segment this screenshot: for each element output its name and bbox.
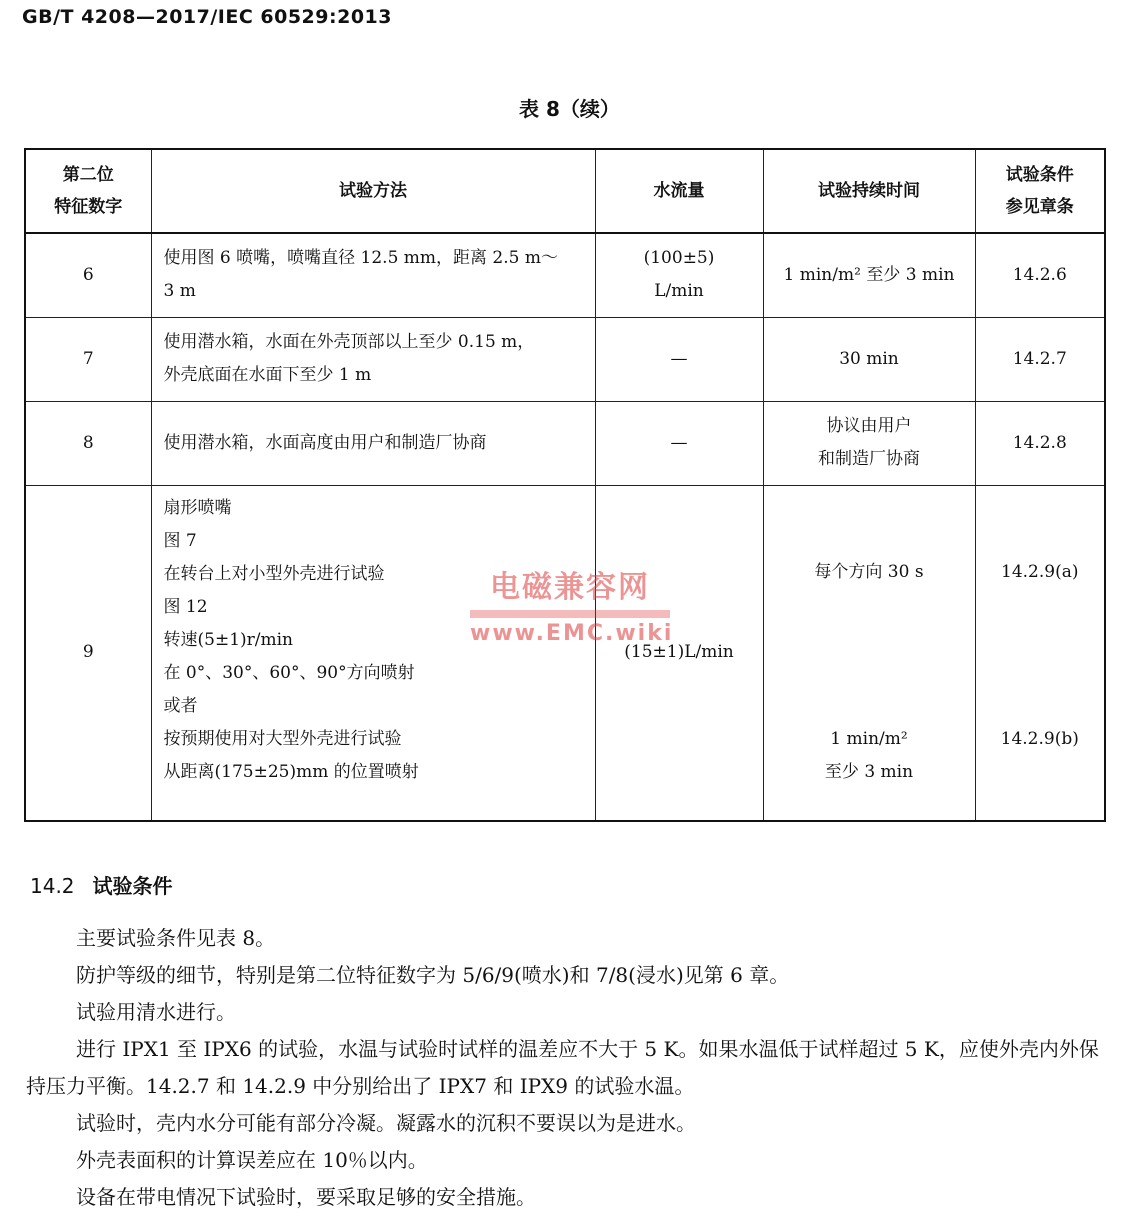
cell-method: 使用潜水箱，水面高度由用户和制造厂协商 (151, 401, 595, 485)
cell-digit: 6 (25, 233, 151, 317)
ref-b: 14.2.9(b) (1000, 728, 1079, 749)
col-header-digit: 第二位 特征数字 (25, 149, 151, 233)
col-header-duration: 试验持续时间 (763, 149, 975, 233)
cell-ref: 14.2.7 (975, 317, 1105, 401)
table-row (25, 233, 1105, 317)
cell-flow: (15±1)L/min (595, 485, 763, 821)
table-row (25, 485, 1105, 821)
cell-digit: 9 (25, 485, 151, 821)
cell-duration: 30 min (763, 317, 975, 401)
paragraph: 设备在带电情况下试验时，要采取足够的安全措施。 (76, 1185, 536, 1209)
duration-b: 1 min/m² 至少 3 min (824, 728, 914, 782)
cell-method: 扇形喷嘴 图 7 在转台上对小型外壳进行试验 图 12 转速(5±1)r/min 在 0°、30°、60°、90°方向喷射 或者 按预期使用对大型外壳进行试验 从距离(175±25)mm 的位置喷射 (151, 485, 595, 821)
standard-header: GB/T 4208—2017/IEC 60529:2013 (22, 6, 392, 28)
paragraph: 外壳表面积的计算误差应在 10％以内。 (76, 1148, 428, 1172)
table-title: 表 8（续） (519, 97, 620, 121)
paragraph: 进行 IPX1 至 IPX6 的试验，水温与试验时试样的温差应不大于 5 K。如果水温低于试样超过 5 K，应使外壳内外保持压力平衡。14.2.7 和 14.2.9 中分别给出了 IPX7 和 IPX9 的试验水温。 (26, 1037, 1099, 1098)
cell-digit: 8 (25, 401, 151, 485)
cell-method: 使用潜水箱，水面在外壳顶部以上至少 0.15 m， 外壳底面在水面下至少 1 m (151, 317, 595, 401)
cell-method: 使用图 6 喷嘴，喷嘴直径 12.5 mm，距离 2.5 m～ 3 m (151, 233, 595, 317)
cell-digit: 7 (25, 317, 151, 401)
cell-duration: 协议由用户 和制造厂协商 (763, 401, 975, 485)
duration-a: 每个方向 30 s (814, 561, 924, 582)
col-header-ref: 试验条件 参见章条 (975, 149, 1105, 233)
table-header-row (25, 149, 1105, 233)
section-body (26, 920, 1116, 1216)
paragraph: 防护等级的细节，特别是第二位特征数字为 5/6/9(喷水)和 7/8(浸水)见第 6 章。 (76, 963, 790, 987)
col-header-method: 试验方法 (151, 149, 595, 233)
paragraph: 试验用清水进行。 (76, 1000, 236, 1024)
table-row (25, 401, 1105, 485)
cell-ref: 14.2.6 (975, 233, 1105, 317)
watermark-line2: www.EMC.wiki (470, 621, 674, 646)
cell-ref (975, 485, 1105, 821)
col-header-flow: 水流量 (595, 149, 763, 233)
section-number: 14.2 (30, 874, 75, 898)
section-title: 试验条件 (92, 874, 173, 898)
paragraph: 主要试验条件见表 8。 (76, 926, 276, 950)
cell-flow: — (595, 317, 763, 401)
cell-duration: 1 min/m² 至少 3 min (763, 233, 975, 317)
cell-flow: — (595, 401, 763, 485)
watermark-line1: 电磁兼容网 (490, 570, 650, 605)
test-conditions-table (24, 148, 1106, 822)
paragraph: 试验时，壳内水分可能有部分冷凝。凝露水的沉积不要误以为是进水。 (76, 1111, 696, 1135)
cell-flow: (100±5) L/min (595, 233, 763, 317)
cell-duration (763, 485, 975, 821)
table-row (25, 317, 1105, 401)
ref-a: 14.2.9(a) (1001, 561, 1079, 582)
section-heading (30, 870, 173, 899)
cell-ref: 14.2.8 (975, 401, 1105, 485)
